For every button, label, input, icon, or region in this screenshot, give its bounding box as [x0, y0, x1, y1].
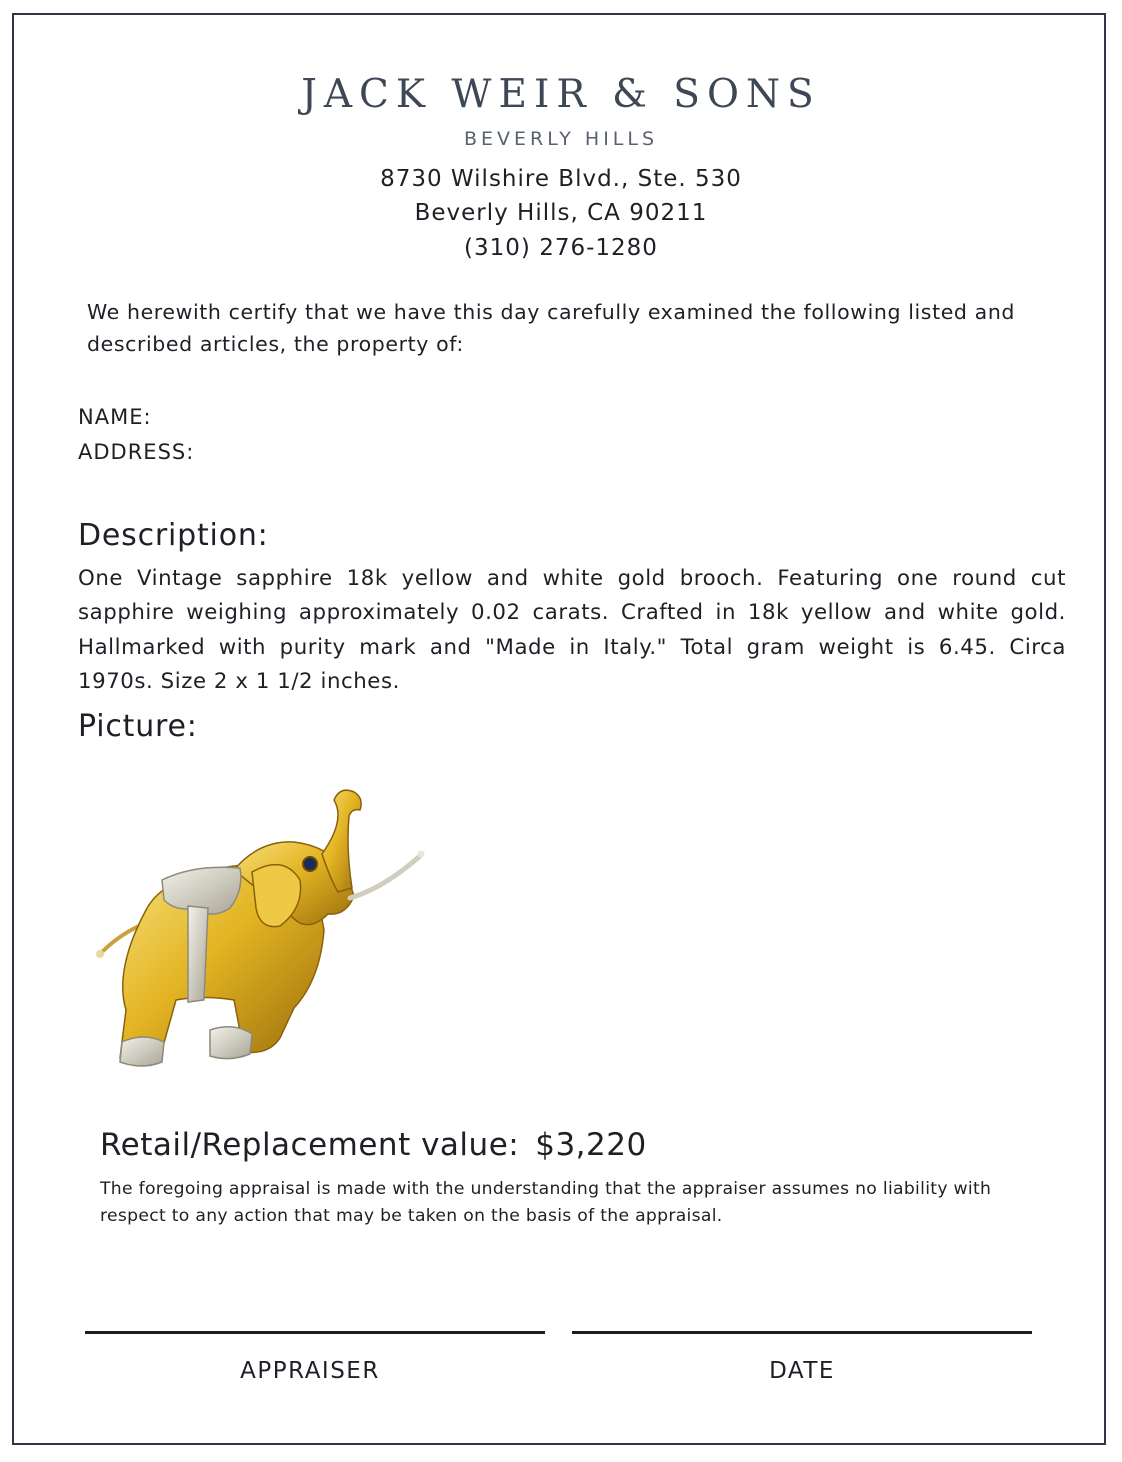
description-heading: Description: — [78, 518, 269, 553]
appraiser-signature-line — [85, 1331, 545, 1334]
name-label: NAME: — [78, 405, 152, 429]
date-signature-line — [572, 1331, 1032, 1334]
phone-number: (310) 276-1280 — [464, 235, 658, 261]
valuation-label: Retail/Replacement value: — [100, 1127, 520, 1163]
picture-heading: Picture: — [78, 709, 198, 744]
certification-statement: We herewith certify that we have this day carefully examined the following listed and described articles, the property of: — [87, 300, 1016, 356]
elephant-brooch-image — [84, 780, 434, 1080]
valuation-row — [100, 1127, 647, 1163]
address-line-1: 8730 Wilshire Blvd., Ste. 530 — [380, 166, 742, 192]
valuation-amount: $3,220 — [535, 1127, 647, 1163]
appraiser-label: APPRAISER — [240, 1358, 380, 1384]
description-text: One Vintage sapphire 18k yellow and white gold brooch. Featuring one round cut sapphire weighing approximately 0.02 carats. Crafted in 18k yellow and white gold. Hallmarked with purity mark and "Made in Italy." Total gram weight is 6.45. Circa 1970s. Size 2 x 1 1/2 inches. — [78, 566, 1066, 694]
address-label: ADDRESS: — [78, 440, 195, 464]
disclaimer-text: The foregoing appraisal is made with the understanding that the appraiser assumes no liability with respect to any action that may be taken on the basis of the appraisal. — [100, 1179, 992, 1226]
date-label: DATE — [769, 1358, 835, 1384]
brand-city: BEVERLY HILLS — [463, 128, 659, 150]
brand-name: JACK WEIR & SONS — [301, 72, 821, 117]
address-line-2: Beverly Hills, CA 90211 — [414, 200, 708, 226]
